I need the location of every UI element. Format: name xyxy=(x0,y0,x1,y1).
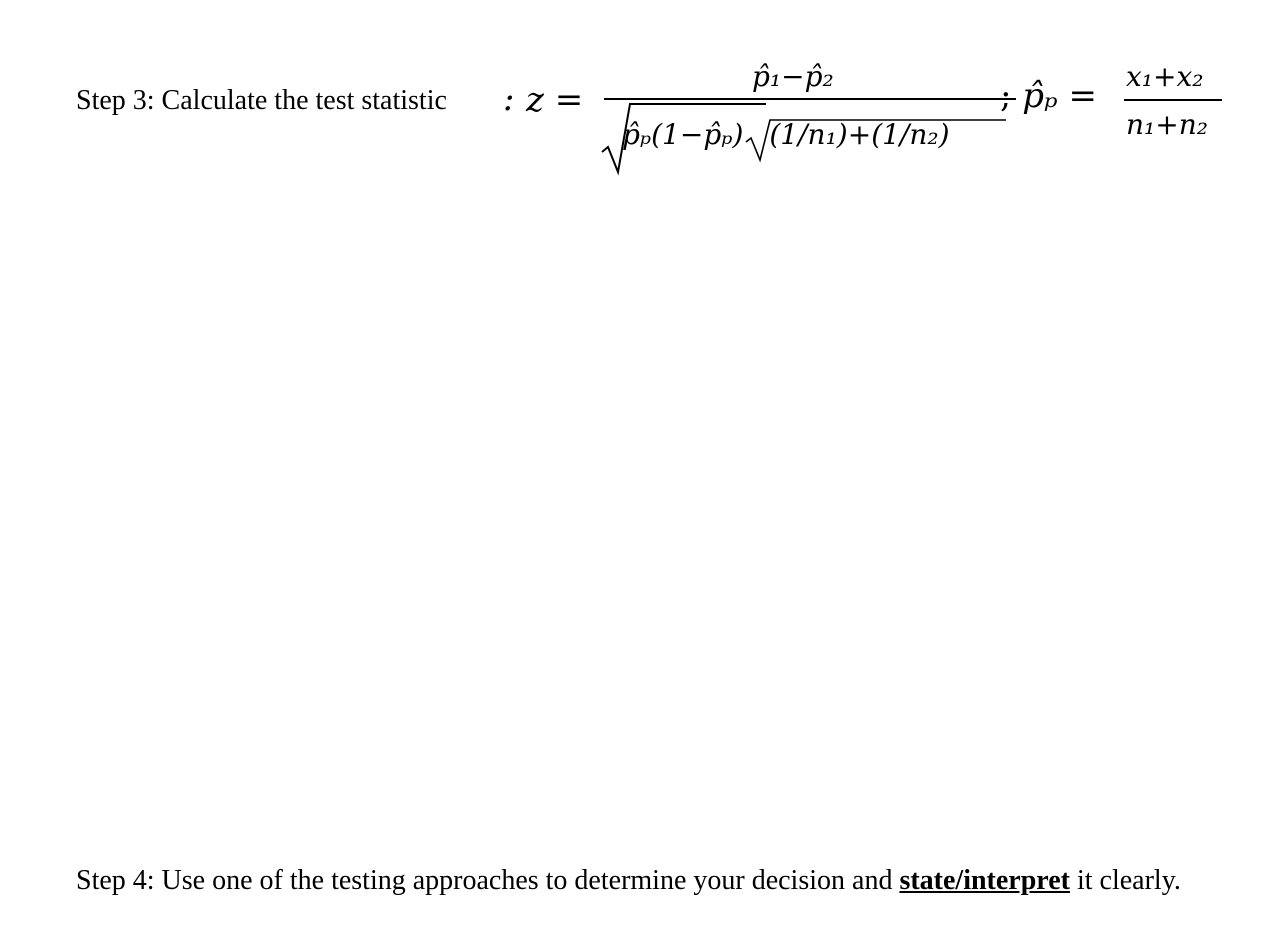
pooled-equals: p̂ₚ = xyxy=(1022,76,1097,116)
formula-separator: ; xyxy=(1000,76,1012,116)
step3-label: Step 3: Calculate the test statistic xyxy=(76,85,447,116)
pooled-proportion-lhs xyxy=(1000,76,1097,116)
step3-heading xyxy=(76,84,447,118)
step3-colon: : xyxy=(503,79,515,119)
pooled-denominator: n₁+n₂ xyxy=(1126,108,1208,141)
z-numerator: p̂₁−p̂₂ xyxy=(752,60,834,93)
z-equals: z = xyxy=(526,80,584,120)
step4-paragraph xyxy=(76,864,1181,898)
step4-emphasis: state/interpret xyxy=(899,865,1070,896)
pooled-numerator: x₁+x₂ xyxy=(1126,60,1204,93)
step4-suffix: it clearly. xyxy=(1069,865,1181,896)
pooled-fraction-bar xyxy=(1124,99,1222,101)
step4-prefix: Step 4: Use one of the testing approaches to determine your decision and xyxy=(76,865,900,896)
z-denominator xyxy=(622,118,950,152)
pooled-variance-term: p̂ₚ(1−p̂ₚ) xyxy=(622,118,744,151)
sample-size-term: (1/n₁)+(1/n₂) xyxy=(769,118,950,151)
